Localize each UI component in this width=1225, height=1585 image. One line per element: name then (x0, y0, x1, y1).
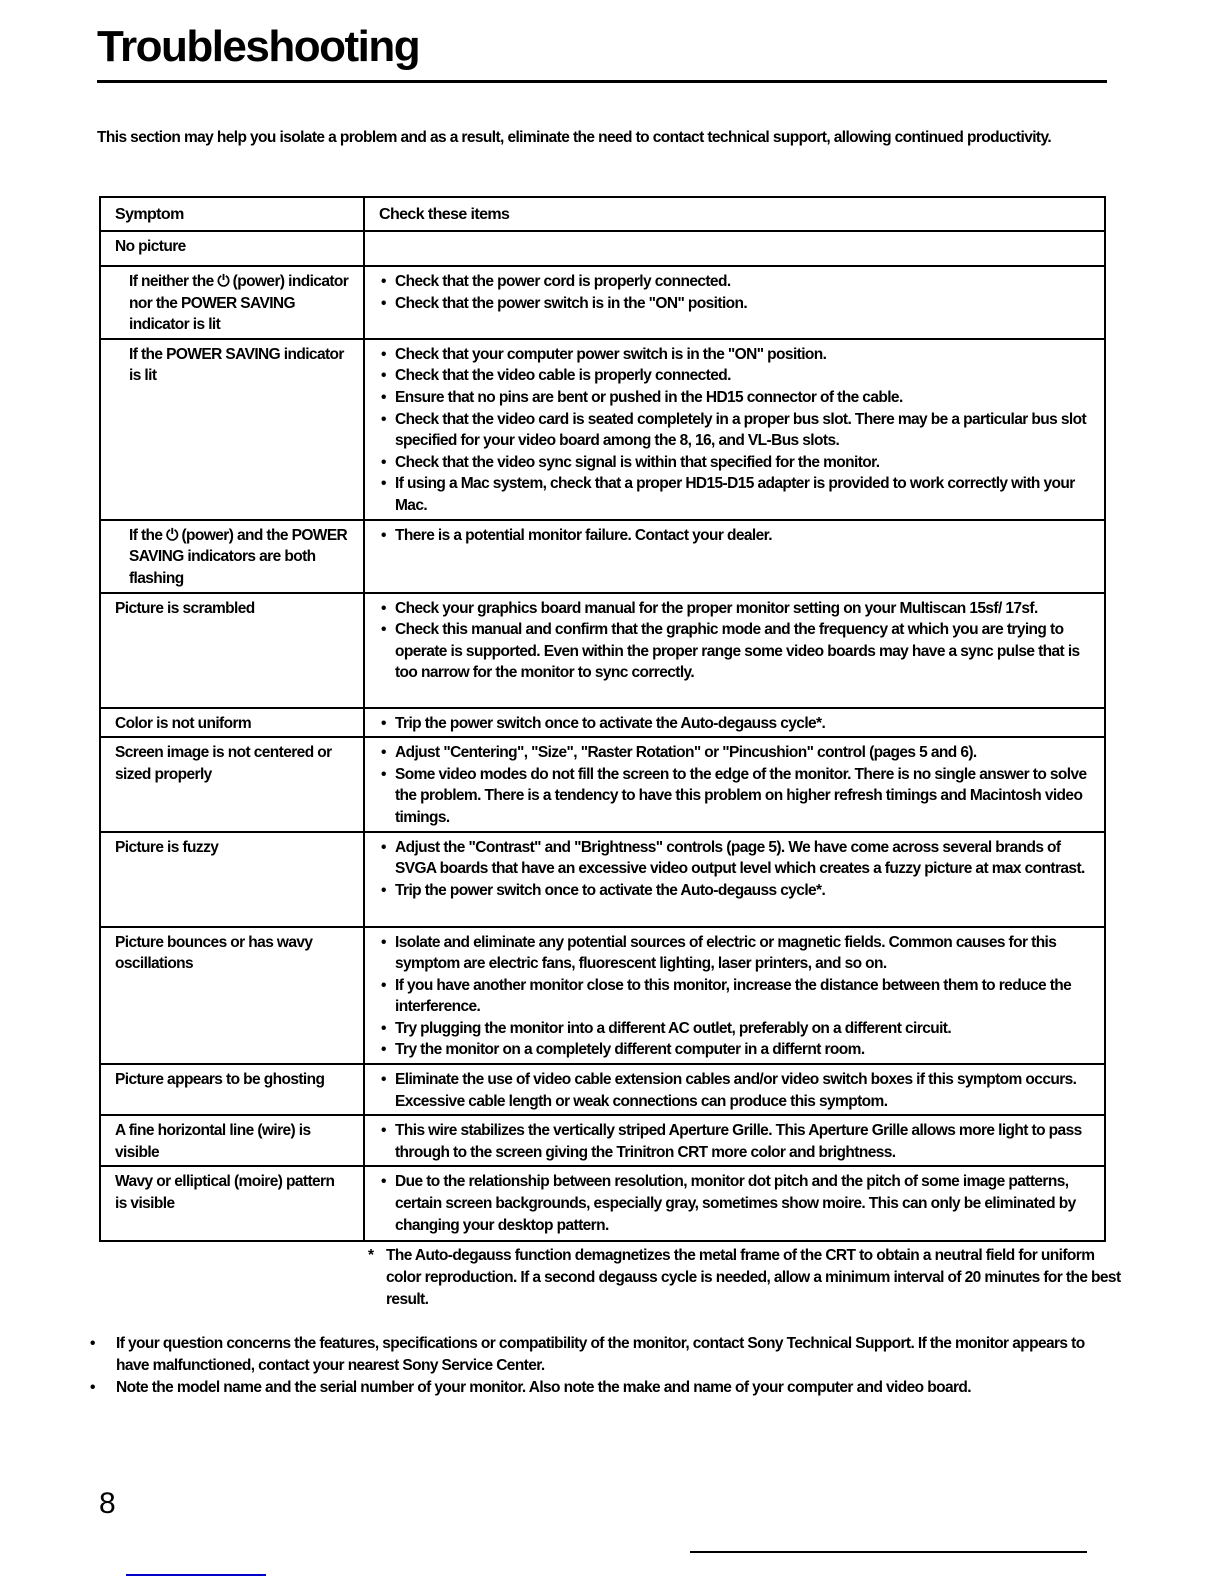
symptom-cell: No picture (100, 231, 364, 266)
check-item: • Ensure that no pins are bent or pushed in the HD15 connector of the cable. (379, 387, 1090, 409)
check-item: • Some video modes do not fill the screen to the edge of the monitor. There is no single answer to solve the problem. There is a tendency to have this problem on higher refresh timings and Macintosh video timings. (379, 764, 1090, 829)
check-item: • Check this manual and confirm that the graphic mode and the frequency at which you are trying to operate is supported. Even within the proper range some video boards may have a sync pulse that is too narrow for the monitor to sync correctly. (379, 619, 1090, 684)
table-row (100, 1166, 1105, 1241)
check-item: • Trip the power switch once to activate the Auto-degauss cycle*. (379, 880, 1090, 902)
check-items-list (379, 713, 1090, 735)
footnote-text: The Auto-degauss function demagnetizes the metal frame of the CRT to obtain a neutral field for uniform color reproduction. If a second degauss cycle is needed, allow a minimum interval of 20 minutes for the best result. (386, 1247, 1121, 1308)
header-symptom: Symptom (100, 197, 364, 231)
symptom-cell: If the ⏻ (power) and the POWER SAVING indicators are both flashing (100, 520, 364, 593)
check-items-cell (364, 593, 1105, 708)
check-item: • Check that the video sync signal is within that specified for the monitor. (379, 452, 1090, 474)
header-check-items: Check these items (364, 197, 1105, 231)
table-row (100, 1064, 1105, 1115)
check-items-list (379, 1069, 1090, 1112)
check-item: • Check that your computer power switch is in the "ON" position. (379, 344, 1090, 366)
check-items-cell (364, 927, 1105, 1065)
symptom-cell: If the POWER SAVING indicator is lit (100, 339, 364, 520)
check-item: • Check that the power switch is in the "ON" position. (379, 293, 1090, 315)
symptom-cell: Picture appears to be ghosting (100, 1064, 364, 1115)
symptom-cell: If neither the ⏻ (power) indicator nor the POWER SAVING indicator is lit (100, 266, 364, 339)
table-row (100, 266, 1105, 339)
scan-artifact-line (126, 1574, 266, 1576)
check-items-cell (364, 520, 1105, 593)
symptom-cell: Picture is scrambled (100, 593, 364, 708)
page-title: Troubleshooting (97, 22, 420, 71)
symptom-cell: Picture is fuzzy (100, 832, 364, 927)
troubleshooting-table (99, 196, 1106, 1242)
check-item: • There is a potential monitor failure. Contact your dealer. (379, 525, 1090, 547)
table-row (100, 520, 1105, 593)
check-items-list (379, 344, 1090, 517)
check-item: • Trip the power switch once to activate the Auto-degauss cycle*. (379, 713, 1090, 735)
check-items-list (379, 837, 1090, 902)
check-items-list (379, 525, 1090, 547)
bottom-rule (690, 1551, 1087, 1553)
check-items-cell (364, 1064, 1105, 1115)
check-item: • Eliminate the use of video cable extension cables and/or video switch boxes if this symptom occurs. Excessive cable length or weak connections can produce this symptom. (379, 1069, 1090, 1112)
check-items-list (379, 742, 1090, 828)
check-items-list (379, 271, 1090, 314)
table-row (100, 737, 1105, 831)
note-item: • Note the model name and the serial number of your monitor. Also note the make and name of your computer and video board. (88, 1377, 1118, 1399)
symptom-cell: Color is not uniform (100, 708, 364, 738)
check-item: • Isolate and eliminate any potential sources of electric or magnetic fields. Common causes for this symptom are electric fans, fluorescent lighting, laser printers, and so on. (379, 932, 1090, 975)
check-items-list (379, 1171, 1090, 1236)
symptom-cell: A fine horizontal line (wire) is visible (100, 1115, 364, 1166)
check-items-cell (364, 266, 1105, 339)
symptom-cell: Wavy or elliptical (moire) pattern is visible (100, 1166, 364, 1241)
check-items-cell (364, 339, 1105, 520)
check-items-cell (364, 832, 1105, 927)
table-row (100, 1115, 1105, 1166)
title-rule (97, 80, 1107, 83)
check-items-cell (364, 708, 1105, 738)
check-items-cell (364, 1115, 1105, 1166)
check-item: • Check your graphics board manual for the proper monitor setting on your Multiscan 15sf/ 17sf. (379, 598, 1090, 620)
footnote-marker: * (368, 1247, 374, 1264)
page-number: 8 (99, 1487, 116, 1520)
symptom-cell: Screen image is not centered or sized properly (100, 737, 364, 831)
table-header-row (100, 197, 1105, 231)
check-items-list (379, 1120, 1090, 1163)
table-row (100, 339, 1105, 520)
table-row (100, 832, 1105, 927)
check-items-list (379, 932, 1090, 1062)
check-items-list (379, 598, 1090, 684)
check-items-cell (364, 737, 1105, 831)
check-item: • Check that the power cord is properly connected. (379, 271, 1090, 293)
symptom-cell: Picture bounces or has wavy oscillations (100, 927, 364, 1065)
notes-list (88, 1333, 1118, 1399)
check-item: • If using a Mac system, check that a proper HD15-D15 adapter is provided to work correctly with your Mac. (379, 473, 1090, 516)
note-item: • If your question concerns the features, specifications or compatibility of the monitor, contact Sony Technical Support. If the monitor appears to have malfunctioned, contact your nearest Sony Service Center. (88, 1333, 1118, 1377)
check-items-cell (364, 1166, 1105, 1241)
table-row (100, 927, 1105, 1065)
footnote (368, 1245, 1126, 1311)
table-row (100, 708, 1105, 738)
check-item: • This wire stabilizes the vertically striped Aperture Grille. This Aperture Grille allows more light to pass through to the screen giving the Trinitron CRT more color and brightness. (379, 1120, 1090, 1163)
check-item: • Try the monitor on a completely different computer in a differnt room. (379, 1039, 1090, 1061)
check-item: • Adjust the "Contrast" and "Brightness" controls (page 5). We have come across several brands of SVGA boards that have an excessive video output level which creates a fuzzy picture at max contrast. (379, 837, 1090, 880)
check-item: • Adjust "Centering", "Size", "Raster Rotation" or "Pincushion" control (pages 5 and 6). (379, 742, 1090, 764)
check-item: • If you have another monitor close to this monitor, increase the distance between them to reduce the interference. (379, 975, 1090, 1018)
check-item: • Try plugging the monitor into a different AC outlet, preferably on a different circuit. (379, 1018, 1090, 1040)
table-row (100, 593, 1105, 708)
check-item: • Check that the video card is seated completely in a proper bus slot. There may be a particular bus slot specified for your video board among the 8, 16, and VL-Bus slots. (379, 409, 1090, 452)
intro-paragraph: This section may help you isolate a problem and as a result, eliminate the need to contact technical support, allowing continued productivity. (97, 129, 1052, 146)
table-row (100, 231, 1105, 266)
check-item: • Due to the relationship between resolution, monitor dot pitch and the pitch of some image patterns, certain screen backgrounds, especially gray, sometimes show moire. This can only be eliminated by changing your desktop pattern. (379, 1171, 1090, 1236)
check-items-cell (364, 231, 1105, 266)
check-item: • Check that the video cable is properly connected. (379, 365, 1090, 387)
